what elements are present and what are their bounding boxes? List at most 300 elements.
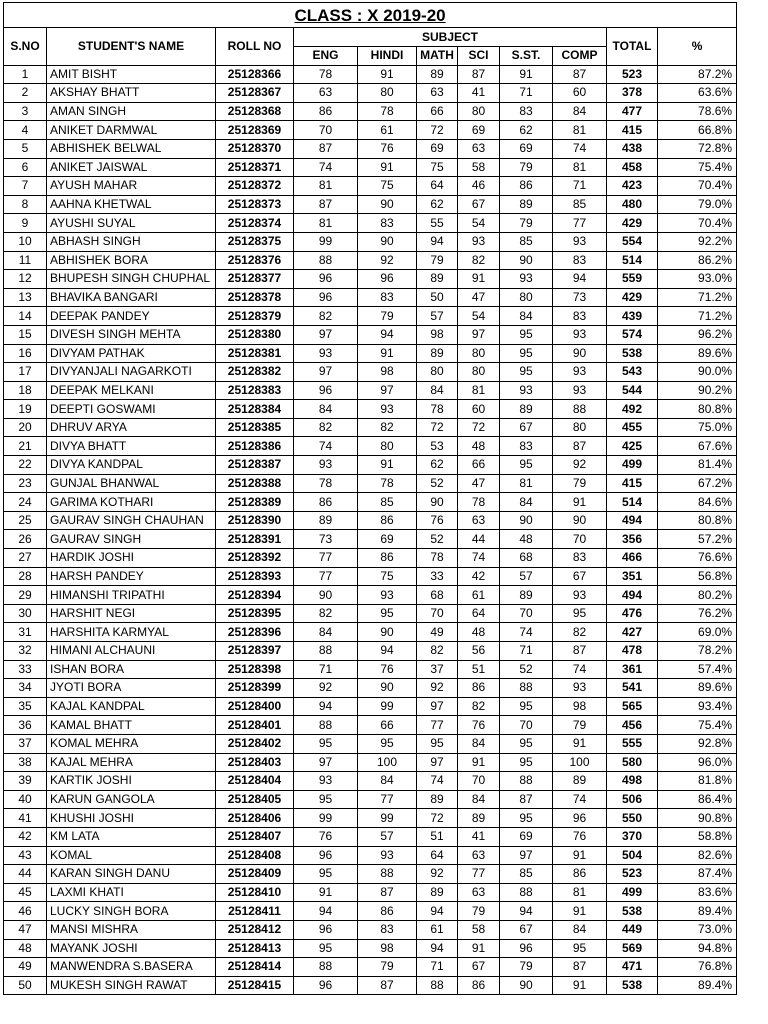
table-row: [4, 418, 737, 437]
cell-sci: 87: [458, 65, 500, 84]
cell-total: 449: [607, 920, 658, 939]
cell-sno: 30: [4, 604, 47, 623]
cell-roll: 25128396: [216, 623, 294, 642]
cell-sno: 50: [4, 976, 47, 995]
cell-roll: 25128383: [216, 381, 294, 400]
cell-total: 555: [607, 734, 658, 753]
cell-name: KM LATA: [47, 827, 216, 846]
cell-hindi: 76: [358, 139, 417, 158]
cell-sst: 94: [500, 902, 553, 921]
cell-sci: 63: [458, 139, 500, 158]
cell-math: 76: [417, 511, 458, 530]
cell-math: 33: [417, 567, 458, 586]
cell-name: MAYANK JOSHI: [47, 939, 216, 958]
cell-percent: 90.0%: [658, 363, 737, 382]
cell-total: 423: [607, 177, 658, 196]
cell-percent: 81.4%: [658, 456, 737, 475]
cell-sno: 29: [4, 586, 47, 605]
cell-eng: 77: [294, 567, 358, 586]
cell-total: 439: [607, 307, 658, 326]
cell-eng: 90: [294, 586, 358, 605]
cell-hindi: 90: [358, 623, 417, 642]
table-row: [4, 400, 737, 419]
cell-sci: 86: [458, 976, 500, 995]
cell-math: 62: [417, 195, 458, 214]
cell-roll: 25128381: [216, 344, 294, 363]
cell-hindi: 96: [358, 270, 417, 289]
cell-name: AMAN SINGH: [47, 102, 216, 121]
cell-total: 425: [607, 437, 658, 456]
cell-eng: 94: [294, 902, 358, 921]
cell-sno: 20: [4, 418, 47, 437]
cell-eng: 97: [294, 363, 358, 382]
cell-sno: 10: [4, 232, 47, 251]
table-row: [4, 958, 737, 977]
cell-eng: 82: [294, 604, 358, 623]
cell-sci: 91: [458, 753, 500, 772]
cell-sno: 17: [4, 363, 47, 382]
cell-hindi: 99: [358, 809, 417, 828]
cell-percent: 76.8%: [658, 958, 737, 977]
cell-comp: 70: [553, 530, 607, 549]
cell-total: 538: [607, 976, 658, 995]
cell-name: KAJAL MEHRA: [47, 753, 216, 772]
cell-percent: 93.4%: [658, 697, 737, 716]
table-row: [4, 381, 737, 400]
cell-sst: 95: [500, 697, 553, 716]
cell-eng: 88: [294, 251, 358, 270]
cell-percent: 87.2%: [658, 65, 737, 84]
cell-sci: 91: [458, 939, 500, 958]
cell-percent: 71.2%: [658, 288, 737, 307]
cell-percent: 75.4%: [658, 158, 737, 177]
cell-sci: 51: [458, 660, 500, 679]
cell-sst: 89: [500, 400, 553, 419]
cell-hindi: 66: [358, 716, 417, 735]
cell-comp: 83: [553, 251, 607, 270]
table-row: [4, 288, 737, 307]
table-row: [4, 604, 737, 623]
table-row: [4, 530, 737, 549]
cell-roll: 25128409: [216, 865, 294, 884]
cell-sci: 58: [458, 158, 500, 177]
cell-total: 504: [607, 846, 658, 865]
cell-sst: 84: [500, 493, 553, 512]
cell-percent: 89.4%: [658, 976, 737, 995]
cell-hindi: 98: [358, 939, 417, 958]
cell-eng: 96: [294, 288, 358, 307]
cell-eng: 84: [294, 623, 358, 642]
cell-sci: 41: [458, 84, 500, 103]
cell-math: 97: [417, 753, 458, 772]
cell-name: DIVYA BHATT: [47, 437, 216, 456]
cell-sno: 46: [4, 902, 47, 921]
cell-sst: 69: [500, 139, 553, 158]
cell-math: 49: [417, 623, 458, 642]
cell-sst: 84: [500, 307, 553, 326]
cell-total: 523: [607, 65, 658, 84]
cell-sno: 1: [4, 65, 47, 84]
cell-roll: 25128385: [216, 418, 294, 437]
cell-comp: 88: [553, 400, 607, 419]
cell-comp: 85: [553, 195, 607, 214]
cell-name: ABHISHEK BORA: [47, 251, 216, 270]
cell-total: 498: [607, 772, 658, 791]
cell-eng: 88: [294, 716, 358, 735]
cell-sno: 16: [4, 344, 47, 363]
cell-eng: 76: [294, 827, 358, 846]
cell-roll: 25128370: [216, 139, 294, 158]
cell-sno: 5: [4, 139, 47, 158]
cell-percent: 78.2%: [658, 642, 737, 661]
cell-total: 559: [607, 270, 658, 289]
cell-math: 89: [417, 344, 458, 363]
table-row: [4, 511, 737, 530]
cell-sno: 35: [4, 697, 47, 716]
cell-sst: 80: [500, 288, 553, 307]
cell-total: 523: [607, 865, 658, 884]
cell-sno: 14: [4, 307, 47, 326]
table-row: [4, 177, 737, 196]
cell-name: KAMAL BHATT: [47, 716, 216, 735]
cell-eng: 99: [294, 809, 358, 828]
cell-hindi: 91: [358, 456, 417, 475]
cell-sst: 95: [500, 753, 553, 772]
cell-sno: 24: [4, 493, 47, 512]
cell-hindi: 95: [358, 734, 417, 753]
table-row: [4, 753, 737, 772]
cell-eng: 77: [294, 549, 358, 568]
header-subject: SUBJECT: [294, 28, 607, 47]
cell-name: BHUPESH SINGH CHUPHAL: [47, 270, 216, 289]
cell-sst: 71: [500, 642, 553, 661]
cell-roll: 25128398: [216, 660, 294, 679]
cell-hindi: 75: [358, 177, 417, 196]
cell-total: 492: [607, 400, 658, 419]
cell-comp: 96: [553, 809, 607, 828]
cell-sst: 87: [500, 790, 553, 809]
cell-hindi: 83: [358, 214, 417, 233]
cell-sci: 54: [458, 307, 500, 326]
cell-hindi: 85: [358, 493, 417, 512]
cell-math: 72: [417, 121, 458, 140]
cell-sst: 90: [500, 511, 553, 530]
cell-math: 82: [417, 642, 458, 661]
cell-comp: 87: [553, 642, 607, 661]
cell-percent: 86.4%: [658, 790, 737, 809]
cell-percent: 58.8%: [658, 827, 737, 846]
cell-hindi: 90: [358, 232, 417, 251]
table-row: [4, 679, 737, 698]
cell-sno: 13: [4, 288, 47, 307]
cell-name: AYUSHI SUYAL: [47, 214, 216, 233]
cell-eng: 74: [294, 158, 358, 177]
cell-total: 580: [607, 753, 658, 772]
cell-math: 79: [417, 251, 458, 270]
cell-comp: 94: [553, 270, 607, 289]
cell-comp: 90: [553, 511, 607, 530]
cell-hindi: 83: [358, 288, 417, 307]
cell-sst: 48: [500, 530, 553, 549]
cell-math: 89: [417, 883, 458, 902]
cell-percent: 90.2%: [658, 381, 737, 400]
cell-sno: 8: [4, 195, 47, 214]
cell-percent: 76.6%: [658, 549, 737, 568]
cell-total: 569: [607, 939, 658, 958]
cell-comp: 87: [553, 437, 607, 456]
cell-eng: 97: [294, 753, 358, 772]
cell-roll: 25128388: [216, 474, 294, 493]
cell-math: 92: [417, 679, 458, 698]
cell-percent: 92.2%: [658, 232, 737, 251]
cell-percent: 86.2%: [658, 251, 737, 270]
cell-hindi: 94: [358, 325, 417, 344]
cell-name: HIMANI ALCHAUNI: [47, 642, 216, 661]
cell-sst: 91: [500, 65, 553, 84]
cell-hindi: 86: [358, 902, 417, 921]
cell-total: 458: [607, 158, 658, 177]
cell-name: AMIT BISHT: [47, 65, 216, 84]
header-math: MATH: [417, 47, 458, 66]
cell-sst: 96: [500, 939, 553, 958]
cell-roll: 25128391: [216, 530, 294, 549]
cell-sci: 64: [458, 604, 500, 623]
cell-hindi: 90: [358, 195, 417, 214]
cell-sno: 12: [4, 270, 47, 289]
table-row: [4, 437, 737, 456]
cell-comp: 71: [553, 177, 607, 196]
cell-math: 53: [417, 437, 458, 456]
cell-math: 94: [417, 902, 458, 921]
cell-hindi: 69: [358, 530, 417, 549]
cell-eng: 91: [294, 883, 358, 902]
cell-total: 351: [607, 567, 658, 586]
cell-total: 415: [607, 121, 658, 140]
cell-hindi: 75: [358, 567, 417, 586]
cell-sst: 95: [500, 363, 553, 382]
cell-sst: 70: [500, 604, 553, 623]
cell-sci: 63: [458, 511, 500, 530]
cell-hindi: 87: [358, 883, 417, 902]
cell-math: 69: [417, 139, 458, 158]
cell-math: 68: [417, 586, 458, 605]
cell-math: 51: [417, 827, 458, 846]
cell-sci: 77: [458, 865, 500, 884]
cell-sci: 86: [458, 679, 500, 698]
cell-sci: 42: [458, 567, 500, 586]
cell-sno: 40: [4, 790, 47, 809]
table-row: [4, 121, 737, 140]
cell-eng: 96: [294, 270, 358, 289]
cell-percent: 70.4%: [658, 214, 737, 233]
cell-percent: 84.6%: [658, 493, 737, 512]
cell-math: 66: [417, 102, 458, 121]
cell-percent: 80.8%: [658, 511, 737, 530]
cell-sci: 84: [458, 734, 500, 753]
cell-hindi: 79: [358, 307, 417, 326]
cell-sno: 23: [4, 474, 47, 493]
table-row: [4, 214, 737, 233]
cell-name: DIVESH SINGH MEHTA: [47, 325, 216, 344]
cell-percent: 89.4%: [658, 902, 737, 921]
cell-sno: 39: [4, 772, 47, 791]
table-row: [4, 623, 737, 642]
cell-eng: 92: [294, 679, 358, 698]
cell-sst: 90: [500, 251, 553, 270]
cell-sci: 70: [458, 772, 500, 791]
cell-total: 378: [607, 84, 658, 103]
cell-sst: 62: [500, 121, 553, 140]
cell-math: 92: [417, 865, 458, 884]
cell-total: 544: [607, 381, 658, 400]
cell-percent: 56.8%: [658, 567, 737, 586]
cell-sci: 82: [458, 251, 500, 270]
cell-sst: 93: [500, 270, 553, 289]
cell-total: 429: [607, 214, 658, 233]
cell-eng: 88: [294, 958, 358, 977]
cell-comp: 79: [553, 474, 607, 493]
cell-math: 98: [417, 325, 458, 344]
table-row: [4, 976, 737, 995]
cell-sci: 60: [458, 400, 500, 419]
cell-roll: 25128389: [216, 493, 294, 512]
header-name: STUDENT'S NAME: [47, 28, 216, 66]
cell-math: 70: [417, 604, 458, 623]
cell-hindi: 94: [358, 642, 417, 661]
cell-sci: 82: [458, 697, 500, 716]
cell-sno: 38: [4, 753, 47, 772]
cell-total: 476: [607, 604, 658, 623]
cell-eng: 93: [294, 456, 358, 475]
cell-name: DIVYAM PATHAK: [47, 344, 216, 363]
cell-eng: 93: [294, 772, 358, 791]
results-table: [3, 2, 737, 995]
cell-sci: 48: [458, 623, 500, 642]
cell-eng: 86: [294, 493, 358, 512]
cell-name: KOMAL MEHRA: [47, 734, 216, 753]
cell-roll: 25128402: [216, 734, 294, 753]
cell-total: 427: [607, 623, 658, 642]
cell-total: 538: [607, 344, 658, 363]
cell-sci: 44: [458, 530, 500, 549]
table-row: [4, 772, 737, 791]
cell-eng: 63: [294, 84, 358, 103]
cell-sci: 41: [458, 827, 500, 846]
cell-name: JYOTI BORA: [47, 679, 216, 698]
cell-comp: 73: [553, 288, 607, 307]
cell-sno: 4: [4, 121, 47, 140]
cell-math: 64: [417, 846, 458, 865]
cell-hindi: 80: [358, 437, 417, 456]
cell-roll: 25128413: [216, 939, 294, 958]
cell-percent: 90.8%: [658, 809, 737, 828]
cell-comp: 93: [553, 586, 607, 605]
table-row: [4, 716, 737, 735]
cell-math: 72: [417, 418, 458, 437]
cell-roll: 25128367: [216, 84, 294, 103]
cell-name: DHRUV ARYA: [47, 418, 216, 437]
cell-roll: 25128404: [216, 772, 294, 791]
cell-total: 565: [607, 697, 658, 716]
cell-name: ANIKET JAISWAL: [47, 158, 216, 177]
cell-comp: 92: [553, 456, 607, 475]
cell-comp: 95: [553, 604, 607, 623]
cell-total: 494: [607, 586, 658, 605]
cell-total: 415: [607, 474, 658, 493]
header-sno: S.NO: [4, 28, 47, 66]
cell-hindi: 86: [358, 549, 417, 568]
cell-name: MANSI MISHRA: [47, 920, 216, 939]
cell-total: 429: [607, 288, 658, 307]
cell-comp: 93: [553, 363, 607, 382]
cell-sst: 95: [500, 325, 553, 344]
cell-hindi: 100: [358, 753, 417, 772]
cell-math: 94: [417, 939, 458, 958]
cell-hindi: 98: [358, 363, 417, 382]
cell-hindi: 78: [358, 102, 417, 121]
cell-sno: 45: [4, 883, 47, 902]
cell-percent: 87.4%: [658, 865, 737, 884]
cell-sci: 47: [458, 474, 500, 493]
cell-total: 361: [607, 660, 658, 679]
cell-sci: 63: [458, 883, 500, 902]
cell-sst: 88: [500, 679, 553, 698]
cell-percent: 63.6%: [658, 84, 737, 103]
cell-sci: 76: [458, 716, 500, 735]
cell-math: 97: [417, 697, 458, 716]
cell-roll: 25128386: [216, 437, 294, 456]
cell-percent: 75.4%: [658, 716, 737, 735]
cell-comp: 89: [553, 772, 607, 791]
cell-roll: 25128403: [216, 753, 294, 772]
header-roll: ROLL NO: [216, 28, 294, 66]
cell-eng: 73: [294, 530, 358, 549]
cell-sno: 9: [4, 214, 47, 233]
cell-sno: 42: [4, 827, 47, 846]
cell-sno: 36: [4, 716, 47, 735]
cell-percent: 79.0%: [658, 195, 737, 214]
cell-math: 72: [417, 809, 458, 828]
cell-total: 480: [607, 195, 658, 214]
cell-name: ANIKET DARMWAL: [47, 121, 216, 140]
cell-math: 74: [417, 772, 458, 791]
cell-roll: 25128414: [216, 958, 294, 977]
cell-sci: 66: [458, 456, 500, 475]
cell-name: DIVYA KANDPAL: [47, 456, 216, 475]
cell-hindi: 95: [358, 604, 417, 623]
table-row: [4, 139, 737, 158]
cell-eng: 95: [294, 865, 358, 884]
cell-sci: 67: [458, 195, 500, 214]
header-sci: SCI: [458, 47, 500, 66]
cell-sno: 15: [4, 325, 47, 344]
cell-eng: 86: [294, 102, 358, 121]
cell-math: 78: [417, 549, 458, 568]
cell-math: 63: [417, 84, 458, 103]
cell-sst: 52: [500, 660, 553, 679]
cell-comp: 93: [553, 381, 607, 400]
cell-name: DEEPTI GOSWAMI: [47, 400, 216, 419]
cell-sst: 74: [500, 623, 553, 642]
cell-sci: 72: [458, 418, 500, 437]
cell-math: 64: [417, 177, 458, 196]
cell-sci: 81: [458, 381, 500, 400]
cell-name: KHUSHI JOSHI: [47, 809, 216, 828]
cell-hindi: 84: [358, 772, 417, 791]
cell-roll: 25128405: [216, 790, 294, 809]
cell-name: KOMAL: [47, 846, 216, 865]
cell-name: ABHISHEK BELWAL: [47, 139, 216, 158]
